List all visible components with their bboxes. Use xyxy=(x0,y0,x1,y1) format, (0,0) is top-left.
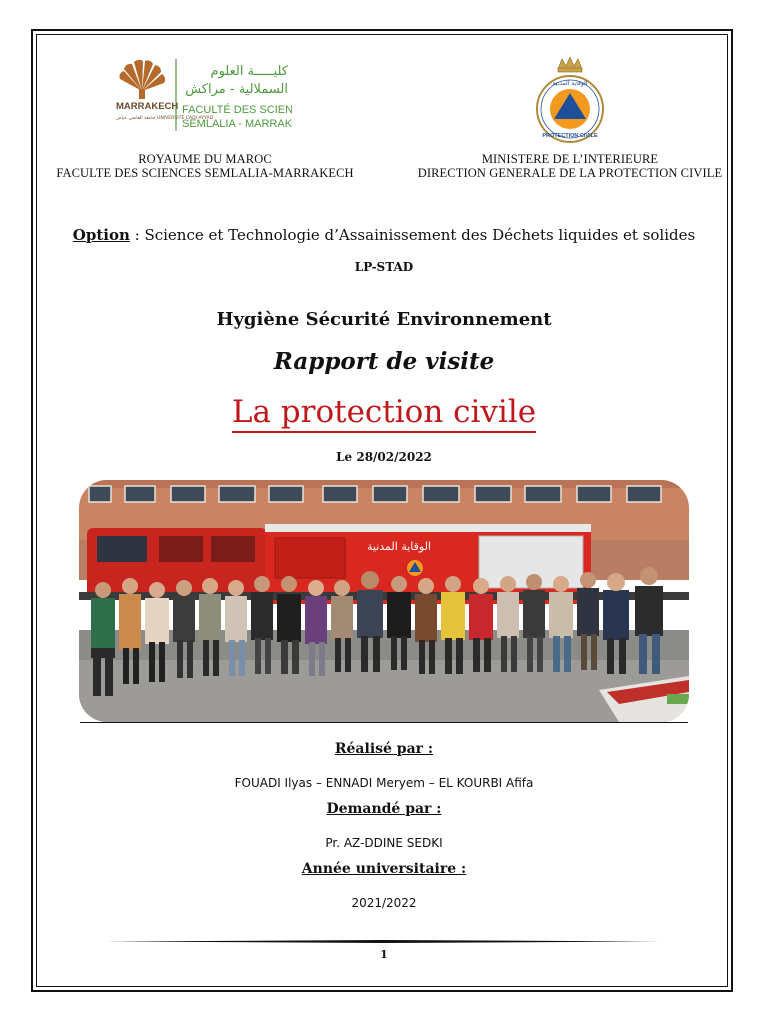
logo-university-text: جامعة القاضي عياض UNIVERSITÉ CADI AYYAD xyxy=(116,116,214,121)
logo-arabic-line2: السملالية - مراكش xyxy=(185,82,288,97)
truck-arabic-text: الوقاية المدنية xyxy=(367,540,431,553)
emblem-arabic-text: الوقاية المدنية xyxy=(552,80,588,87)
subject-heading: Hygiène Sécurité Environnement xyxy=(216,309,552,330)
annee-label: Année universitaire : xyxy=(301,861,467,877)
academic-year-text: 2021/2022 xyxy=(351,896,417,910)
program-code: LP-STAD xyxy=(354,260,414,274)
visit-date: Le 28/02/2022 xyxy=(336,450,432,464)
document-title xyxy=(40,394,728,430)
option-text: Science et Technologie d’Assainissement des Déchets liquides et solides xyxy=(144,226,696,244)
kingdom-label: ROYAUME DU MAROC xyxy=(138,152,272,166)
option-line xyxy=(40,226,728,244)
logo-french-line1: FACULTÉ DES SCIEN xyxy=(182,104,292,116)
protection-civile-emblem xyxy=(528,55,612,145)
demande-heading xyxy=(40,801,728,817)
faculty-logo-graphic xyxy=(112,55,292,137)
realise-label: Réalisé par : xyxy=(334,741,434,757)
authors-text: FOUADI Ilyas – ENNADI Meryem – EL KOURBI Afifa xyxy=(234,776,534,790)
demande-label: Demandé par : xyxy=(326,801,442,817)
report-type-heading: Rapport de visite xyxy=(273,348,495,375)
group-photo xyxy=(79,480,689,722)
realise-heading xyxy=(40,741,728,757)
direction-label: DIRECTION GENERALE DE LA PROTECTION CIVILE xyxy=(417,166,723,180)
logo-city-text: MARRAKECH xyxy=(116,101,179,112)
photo-divider xyxy=(80,722,688,723)
ministry-label: MINISTERE DE L’INTERIEURE xyxy=(481,152,659,166)
footer-divider xyxy=(106,940,662,943)
option-separator: : xyxy=(129,226,145,244)
annee-heading xyxy=(40,861,728,877)
header-right-block xyxy=(400,152,740,180)
emblem-french-text: PROTECTION CIVILE xyxy=(542,133,598,139)
logo-french-line2: SEMLALIA - MARRAK xyxy=(182,118,292,130)
header-left-block xyxy=(40,152,370,180)
faculty-logo xyxy=(112,55,292,137)
document-title-text: La protection civile xyxy=(232,394,536,433)
option-label: Option xyxy=(72,226,130,244)
supervisor-text: Pr. AZ-DDINE SEDKI xyxy=(325,836,443,850)
protection-civile-logo xyxy=(528,55,612,145)
page-number: 1 xyxy=(380,948,388,961)
group-photo-illustration xyxy=(79,480,689,722)
logo-arabic-line1: كليـــــة العلوم xyxy=(210,64,288,79)
faculty-label: FACULTE DES SCIENCES SEMLALIA-MARRAKECH xyxy=(56,166,354,180)
